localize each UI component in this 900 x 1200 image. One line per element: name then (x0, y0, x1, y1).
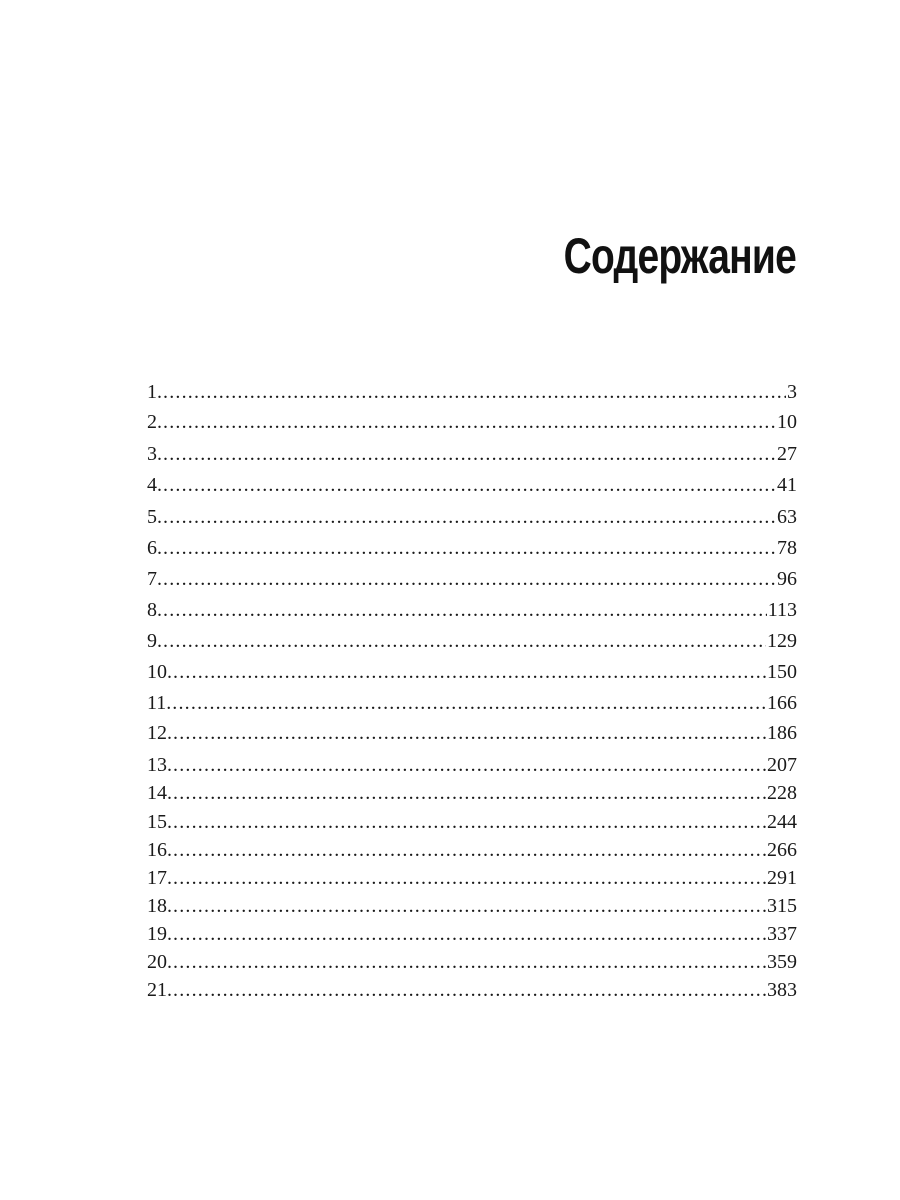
toc-leader-dots (173, 892, 766, 920)
toc-entry-page: 41 (777, 474, 797, 496)
toc-entry-number: 18. (147, 895, 172, 917)
toc-entry-number: 9. (147, 630, 162, 652)
toc-entry-number: 6. (147, 537, 162, 559)
toc-leader-dots (173, 658, 766, 686)
toc-entry-page: 291 (767, 867, 797, 889)
toc-entry-number: 7. (147, 568, 162, 590)
toc-leader-dots (163, 565, 776, 593)
toc-entry[interactable] (147, 565, 797, 593)
toc-entry[interactable] (147, 408, 797, 436)
toc-leader-dots (173, 779, 766, 807)
toc-entry-page: 244 (767, 811, 797, 833)
toc-entry-number: 12. (147, 722, 172, 744)
toc-entry[interactable] (147, 864, 797, 892)
toc-entry-page: 27 (777, 443, 797, 465)
toc-entry[interactable] (147, 596, 797, 624)
toc-entry[interactable] (147, 440, 797, 468)
toc-entry[interactable] (147, 627, 797, 655)
toc-entry-number: 2. (147, 411, 162, 433)
toc-leader-dots (163, 440, 776, 468)
toc-leader-dots (173, 719, 766, 747)
toc-entry-page: 96 (777, 568, 797, 590)
toc-entry[interactable] (147, 719, 797, 747)
toc-entry-page: 359 (767, 951, 797, 973)
toc-entry[interactable] (147, 808, 797, 836)
toc-entry[interactable] (147, 836, 797, 864)
toc-entry-number: 11. (147, 692, 172, 714)
toc-entry-page: 3 (787, 381, 797, 403)
toc-entry-number: 8. (147, 599, 162, 621)
toc-entry-page: 129 (767, 630, 797, 652)
toc-leader-dots (173, 808, 766, 836)
toc-entry[interactable] (147, 976, 797, 1004)
toc-entry-page: 315 (767, 895, 797, 917)
toc-entry[interactable] (147, 779, 797, 807)
toc-entry-number: 13. (147, 754, 172, 776)
toc-entry-page: 383 (767, 979, 797, 1001)
toc-entry-number: 10. (147, 661, 172, 683)
toc-leader-dots (173, 920, 766, 948)
toc-entry[interactable] (147, 503, 797, 531)
toc-leader-dots (163, 627, 766, 655)
toc-entry[interactable] (147, 689, 797, 717)
toc-entry-number: 1. (147, 381, 162, 403)
toc-leader-dots (173, 948, 766, 976)
toc-leader-dots (173, 864, 766, 892)
toc-entry-number: 14. (147, 782, 172, 804)
toc-leader-dots (163, 596, 767, 624)
toc-entry-number: 20. (147, 951, 172, 973)
toc-entry[interactable] (147, 751, 797, 779)
toc-leader-dots (172, 689, 766, 717)
toc-entry-page: 150 (767, 661, 797, 683)
toc-entry[interactable] (147, 534, 797, 562)
toc-entry-page: 228 (767, 782, 797, 804)
toc-entry-page: 10 (777, 411, 797, 433)
toc-entry[interactable] (147, 658, 797, 686)
toc-leader-dots (173, 976, 766, 1004)
toc-entry-page: 78 (777, 537, 797, 559)
toc-entry-number: 4. (147, 474, 162, 496)
toc-entry-number: 17. (147, 867, 172, 889)
toc-leader-dots (163, 471, 776, 499)
toc-leader-dots (163, 378, 786, 406)
toc-entry-page: 207 (767, 754, 797, 776)
toc-entry-number: 5. (147, 506, 162, 528)
toc-entry-page: 337 (767, 923, 797, 945)
toc-entry[interactable] (147, 920, 797, 948)
toc-entry[interactable] (147, 471, 797, 499)
toc-entry-page: 63 (777, 506, 797, 528)
toc-entry-page: 186 (767, 722, 797, 744)
toc-entry-number: 16. (147, 839, 172, 861)
toc-leader-dots (163, 503, 776, 531)
toc-entry-page: 266 (767, 839, 797, 861)
page-title: Содержание (563, 228, 796, 284)
toc-leader-dots (163, 408, 776, 436)
toc-entry[interactable] (147, 378, 797, 406)
toc-leader-dots (173, 751, 766, 779)
toc-entry-number: 3. (147, 443, 162, 465)
toc-leader-dots (163, 534, 776, 562)
toc-entry-page: 166 (767, 692, 797, 714)
toc-entry-number: 21. (147, 979, 172, 1001)
toc-entry-number: 19. (147, 923, 172, 945)
toc-entry-number: 15. (147, 811, 172, 833)
toc-leader-dots (173, 836, 766, 864)
toc-entry[interactable] (147, 948, 797, 976)
toc-entry[interactable] (147, 892, 797, 920)
toc-entry-page: 113 (767, 599, 797, 621)
